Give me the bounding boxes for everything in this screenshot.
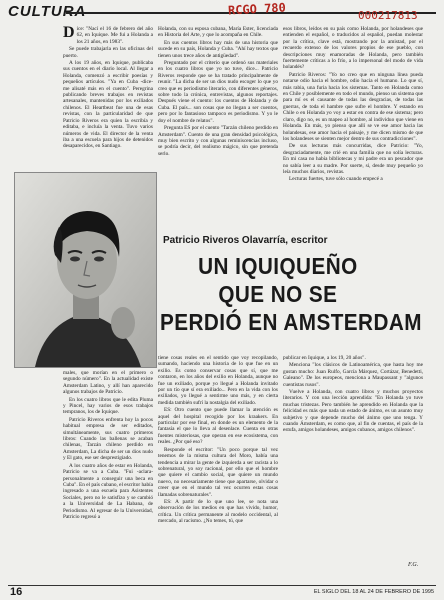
author-portrait-photo [14,172,157,368]
handwritten-mark: RCGO 780 [227,0,287,18]
paragraph: En los cuatro libros que le edita Pluma y Pincel, hay varios de esos trabajos tempranos, los de Iquique. [63,396,153,416]
headline-line: PERDIÓ EN AMSTERDAM [160,309,422,335]
footer-rule [8,585,436,586]
headline-line: UN IQUIQUEÑO [198,253,358,279]
paragraph: Se puede trabajarla en las oficinas del puerto. [63,46,153,59]
paragraph: Holanda, con su esposa cubana, María Ester, licenciada en Historia del Arte, y que lo acompaña en Chile. [158,26,278,39]
paragraph: Vuelve a Holanda, con cuatro libros y muchos proyectos literarios. Y con una lección aprendida: "En Holanda yo tuve muchas tristezas. Pero también he aprendido en Holanda que la felicidad es más que nada un estado de ánimo, es un asunto muy subjetivo y que depende mucho del ánimo que uno tenga. Y cuando Ámsterdam, es como que, al fin de cuentas, el país de la estufa, amigos holandeses, amigos cubanos, amigos chilenos". [283,389,423,434]
portrait-illustration [15,173,156,367]
paragraph: A los cuatro años de estar en Holanda, Patricio se va a Cuba. "Fui -aclara- personalmente a conseguir una beca en Cuba". En el país cubano, el escritor había ingresado a una escuela para Asistentes Sociales, pero no le satisfizo y se cambió a la Universidad de La Habana, de Periodismo. Al egresar de la Universidad, Patricio regresó a [63,462,153,520]
paragraph: De sus lecturas más concurridas, dice Patricio: "Yo, desgraciadamente, me crié en una familia que no solía lecturas. En mi casa no había bibliotecas y mi padre era un pescador que no sabía leer a su madre. Por suerte, si, desde muy pequeño yo leía muchos diarios, revistas. [283,143,423,175]
issue-date: EL SIGLO DEL 18 AL 24 DE FEBRERO DE 1995 [313,589,434,595]
paragraph: publicar en Iquique, a los 19, 20 años". [283,355,366,361]
paragraph: Patricio Riveros enfrenta hoy la pocos habitual empresa de ser editados, simultáneamente, sus cuatro primeros libros: Cuando las ballenas se acaban chilenas, Tarzán chileno perdido en Amsterdam, La dicha de ser un dios nudo y El gato, ese ser desprestigiado. [63,416,153,462]
paragraph: tiene cosas reales en el sentido que voy recopilando, sumando, haciendo una historia de lo que fue en un exilio. Es como conservar cosas que sí, que me contaron, en los años del exilio en Holanda, aunque no fue un exiliado, porque yo llegué a Holanda invitado por un tío que sí era exiliado... Pero en la vida con los exiliados, yo llegué a sentirme uno más, y en cierta medida también sufrí la nostalgia del exiliado. [158,355,278,406]
article-column-left-top [63,26,153,170]
article-column-middle-top [158,26,278,218]
author-signature: F.G. [408,562,419,568]
paragraph: Responde el escritor: "Un poco porque tal vez tenemos de la misma cultura del Moro, había una tendencia a mirar la gente de izquierda a ser racista a lo sobrenatural, yo soy racional, por ello que el hombre que quiere el cambio social, que quiere un mundo nuevo, no necesariamente tiene que apartarse, olvidar o creer que en el mundo tal vez ocurren estas cosas llamadas sobrenaturales". [158,446,278,498]
article-column-left-bottom [63,370,153,585]
archive-code: 000217813 [358,9,418,22]
article-column-right-top [283,26,423,226]
paragraph: ES: Otro cuento que puede llamar la atención es aquel del hospital recogido por los kraakers. En particular por ese final, en donde es un elemento de la fantasía el que lo lleva al desenlace. Cuenta en otras fuentes misteriosas, que operan en ese ecosistema, con reales. ¿Por qué eso? [158,407,278,446]
headline-line: QUE NO SE [218,281,338,307]
paragraph: males, que morían en el primero o segundo número". En la actualidad existe Amsterdam Latino, y allí han aparecido algunos trabajos de Patricio. [63,370,153,396]
paragraph: Lecturas fuertes, tuve sólo cuando empecé a [289,176,383,183]
paragraph: Preguntado por el criterio que ordenó sus materiales en los cuatro libros que yo no tuve, dice... Patricio Riveros responde que se ha tratado principalmente de reunir. "La dicha de ser un dios nudo escoger lo que yo creo que es periodismo literario, con diferentes géneros, sobre todo la crónica, entrevistas, algunos reportajes. Después viene el cuento: los cuentos de Holanda y de Cuba. El país... son cosas que no llegan a ser cuentos, pero por lo fantasioso tampoco es periodismo. Y yo le doy el nombre de relatos". [158,60,278,124]
paragraph: ES: A partir de lo que uno lee, se nota una observación de los medios en que has vivido, humor, crítica. Un crítica permanente al modelo occidental, al mercado, al racismo. ¿No temes, tú, que [158,498,278,525]
article-kicker: Patricio Riveros Olavarría, escritor [163,235,328,246]
paragraph: Pregunta ES por el cuento "Tarzán chileno perdido en Amsterdam". Cuento de una gran densidad psicológica, muy bien escrito y con algunas reminiscencias incluso, se podría decir, del realismo mágico, sin que pretenda serlo. [158,125,278,157]
paragraph: esos libros, leídos en su país como Holanda, por holandeses que entienden el español, o traducidos al español, puedan molestar por la crítica, clave está, mostrando por la amistad, por el recuerdo extenso de los valores propios de ese pueblo, con descripciones muy enamoradas de Holanda, pero también fuertemente críticas a lo frío, a lo impersonal del modo de vida holandés? [283,26,423,71]
paragraph: Menciona "los clásicos de Latinoamérica, que hasta hoy me gustan mucho: Juan Rulfo, García Márquez, Cortázar, Benedetti, Galeano". De los europeos, menciona a Maupassant y "algunos cuentistas rusos". [283,362,423,388]
paragraph: En sus cuentos libros hay más de una historia que sucede en su país, Holanda y Cuba. "Ahí hay textos que tienen unos trece años de antigüedad". [158,39,278,59]
article-column-middle-bottom [158,355,278,585]
section-label: CULTURA [8,3,87,20]
dropcap: D [63,26,75,41]
page-number: 16 [10,586,23,598]
article-headline [160,252,422,336]
article-column-right-bottom [283,355,423,585]
paragraph: Patricio Riveros: "Yo no creo que en ninguna línea pueda notarse odio hacia el hombre, odio hacia el humano. Lo que sí, más rabia, una furia hacia los sistemas. Tanto en Holanda como en Chile y posiblemente en todo el mundo, pienso un sistema que para mí es el causante de todas las desgracias, de todas las guerras, de toda el hambre que sufre el hombre. Y estando en Chile o en Holanda yo voy a estar en contra de ese sistema; pero claro, digo no, es un mapeo al hombre, al individuo que viene en Holanda. En más, yo pienso que allí se ve ese amor hacia las holandesas, ese amor hacia el paisaje, y me dicen mismo de que los holandeses se sienten mejor dentro de sus contradicciones". [283,71,423,142]
paragraph: A los 19 años, en Iquique, publicaba sus cuentos en el diario local. Al llegar a Holanda, comenzó a escribir poesías y pequeños artículos. "Ya en Cuba -dice- me alisaté más en el cuento". Peregrina publicando breves trabajos en revistas artesanales, mantenidas por los exiliados chilenos. El Heartbeat fue una de esas revistas, con la particularidad de que Patricio Riveros era quien la escribía y editaba, e incluía la venta. Tuvo varios números de vida. El director de la venta iba a una escuela para hijos de detenidos desaparecidos, en Santiago. [63,60,153,150]
paragraph: ice: "Nací el 16 de febrero del año 62, en Iquique. Me fui a Holanda a los 21 años, en 1983". [76,26,153,45]
